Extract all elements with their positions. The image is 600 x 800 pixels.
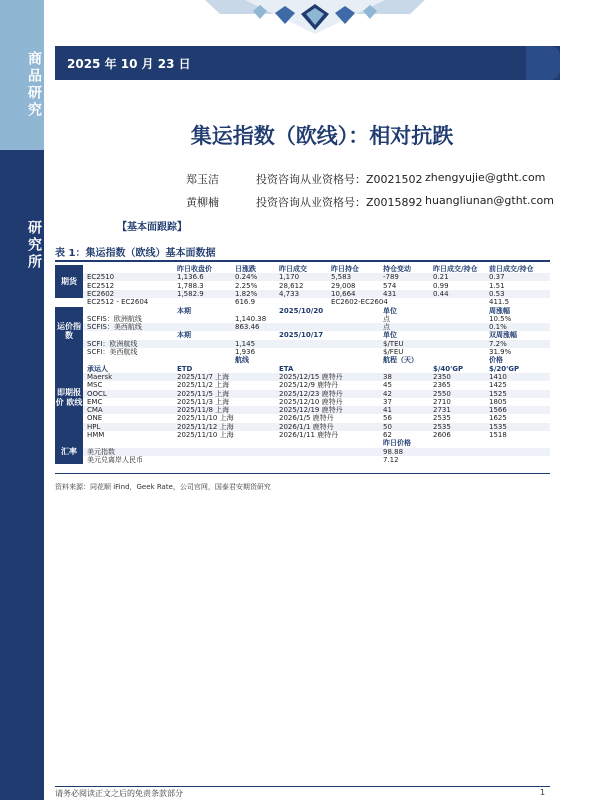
table-cell: 863.46 xyxy=(235,323,260,332)
table-cell: EMC xyxy=(87,397,103,406)
table-row xyxy=(83,398,550,406)
table-cell: 41 xyxy=(383,406,392,415)
table-cell: 0.21 xyxy=(433,273,449,282)
table-cell: 0.24% xyxy=(235,273,258,282)
table-header-row xyxy=(83,265,550,273)
table-row xyxy=(83,340,550,348)
table-cell: EC2510 xyxy=(87,273,115,282)
table-row xyxy=(83,373,550,381)
table-cell: 1535 xyxy=(489,422,507,431)
table-cell: 431 xyxy=(383,289,397,298)
table-cell: 1566 xyxy=(489,406,507,415)
table-cell: 价格 xyxy=(489,356,503,365)
table-row xyxy=(83,282,550,290)
table-cell: 0.1% xyxy=(489,323,507,332)
table-cell: 昨日持仓 xyxy=(331,265,359,273)
table-cell: 航程（天） xyxy=(383,356,418,365)
table-row xyxy=(83,290,550,298)
table-cell: 1525 xyxy=(489,389,507,398)
table-cell: CMA xyxy=(87,406,103,415)
date-banner xyxy=(55,46,560,80)
table-cell: 2025/12/19 鹿特丹 xyxy=(279,406,343,415)
table-cell: 98.88 xyxy=(383,447,404,456)
table-cell: 2025/11/8 上海 xyxy=(177,406,230,415)
group-label-futures: 期货 xyxy=(55,265,83,298)
report-date: 2025 年 10 月 23 日 xyxy=(67,57,191,71)
footer-rule xyxy=(55,786,550,787)
table-cell: 7.2% xyxy=(489,339,507,348)
report-title: 集运指数（欧线）：相对抗跌 xyxy=(190,123,454,148)
table-cell: 1518 xyxy=(489,431,507,439)
table-row xyxy=(83,448,550,456)
table-cell: 单位 xyxy=(383,331,397,340)
table-cell: 2365 xyxy=(433,381,451,390)
table-cell: HPL xyxy=(87,422,101,431)
table-cell: SCFIS：欧洲航线 xyxy=(87,314,142,323)
table-cell: 美元兑离岸人民币 xyxy=(87,455,143,464)
table-cell: EC2602 xyxy=(87,289,115,298)
table-cell: SCFI：美西航线 xyxy=(87,348,138,356)
table-cell: 2025/12/10 鹿特丹 xyxy=(279,397,343,406)
logo-crest-icon xyxy=(205,0,425,36)
author-email[interactable]: zhengyujie@gtht.com xyxy=(425,171,546,184)
table-row xyxy=(83,456,550,464)
table-cell: ONE xyxy=(87,414,103,423)
table-row xyxy=(83,348,550,356)
section-heading: 【基本面跟踪】 xyxy=(117,222,187,233)
table-cell: 本期 xyxy=(177,306,191,315)
table-cell: 1,170 xyxy=(279,273,300,282)
table-header-row xyxy=(83,307,550,315)
table-cell: 0.53 xyxy=(489,289,505,298)
table-row xyxy=(83,323,550,331)
table-cell: 0.44 xyxy=(433,289,449,298)
table-cell: 411.5 xyxy=(489,298,510,307)
table-cell: 昨日收盘价 xyxy=(177,265,212,273)
table-row xyxy=(83,431,550,439)
table-cell: SCFI：欧洲航线 xyxy=(87,339,138,348)
author-license: 投资咨询从业资格号：Z0021502 xyxy=(256,173,423,186)
table-row xyxy=(83,423,550,431)
table-cell: 1410 xyxy=(489,372,507,381)
table-cell: 10.5% xyxy=(489,314,512,323)
table-cell: 昨日成交/持仓 xyxy=(433,265,478,273)
table-cell: 单位 xyxy=(383,306,397,315)
table-cell: EC2512 - EC2604 xyxy=(87,298,149,307)
table-header-row xyxy=(83,356,550,364)
table-header-row xyxy=(83,439,550,447)
table-cell: 7.12 xyxy=(383,455,399,464)
table-cell: $/TEU xyxy=(383,339,404,348)
author-license: 投资咨询从业资格号：Z0015892 xyxy=(256,196,423,209)
table-cell: $/20'GP xyxy=(489,364,520,373)
table-cell: 2025/11/10 上海 xyxy=(177,414,234,423)
table-cell: 1.82% xyxy=(235,289,258,298)
table-cell: 承运人 xyxy=(87,364,108,373)
table-cell: 2606 xyxy=(433,431,451,439)
table-cell: 2025/12/9 鹿特丹 xyxy=(279,381,339,390)
table-cell: -789 xyxy=(383,273,399,282)
table-cell: 点 xyxy=(383,314,390,323)
table-cell: 双周涨幅 xyxy=(489,331,517,340)
table-cell: 2025/11/3 上海 xyxy=(177,397,230,406)
table-cell: HMM xyxy=(87,431,105,439)
table-caption: 表 1：集运指数（欧线）基本面数据 xyxy=(55,248,216,259)
table-row xyxy=(83,406,550,414)
table-top-rule xyxy=(55,260,550,262)
table-cell: 1,136.6 xyxy=(177,273,204,282)
table-cell: 2025/11/12 上海 xyxy=(177,422,234,431)
table-cell: 1625 xyxy=(489,414,507,423)
table-cell: 28,612 xyxy=(279,281,304,290)
table-cell: 616.9 xyxy=(235,298,256,307)
group-label-fx: 汇率 xyxy=(55,439,83,464)
sidebar-label-commodity-research: 商品研究 xyxy=(26,51,42,119)
page-number: 1 xyxy=(540,788,546,797)
author-name: 郑玉洁 xyxy=(186,173,219,186)
table-cell: 2025/10/20 xyxy=(279,306,324,315)
group-label-spot-quotes: 即期报价 欧线 xyxy=(55,356,83,439)
table-cell: Maersk xyxy=(87,372,113,381)
table-cell: 10,664 xyxy=(331,289,356,298)
table-cell: 37 xyxy=(383,397,392,406)
table-row xyxy=(83,273,550,281)
table-cell: SCFIS：美西航线 xyxy=(87,323,142,332)
table-cell: 日涨跌 xyxy=(235,265,256,273)
table-cell: 56 xyxy=(383,414,392,423)
table-cell: 美元指数 xyxy=(87,447,115,456)
table-cell: MSC xyxy=(87,381,103,390)
table-cell: 2350 xyxy=(433,372,451,381)
table-cell: 2535 xyxy=(433,422,451,431)
table-cell: 航线 xyxy=(235,356,249,365)
table-cell: 2026/1/11 鹿特丹 xyxy=(279,431,339,439)
table-cell: 0.99 xyxy=(433,281,449,290)
author-email[interactable]: huangliunan@gtht.com xyxy=(425,194,554,207)
table-cell: 1805 xyxy=(489,397,507,406)
table-cell: 2025/12/15 鹿特丹 xyxy=(279,372,343,381)
table-cell: $/40'GP xyxy=(433,364,464,373)
table-cell: 2.25% xyxy=(235,281,258,290)
table-cell: 2026/1/1 鹿特丹 xyxy=(279,422,334,431)
table-cell: 1425 xyxy=(489,381,507,390)
table-cell: 点 xyxy=(383,323,390,332)
table-cell: 2025/11/5 上海 xyxy=(177,389,230,398)
table-cell: 29,008 xyxy=(331,281,356,290)
table-cell: 1.51 xyxy=(489,281,505,290)
source-note: 资料来源：同花顺 iFind，Geek Rate，公司官网，国泰君安期货研究 xyxy=(55,483,271,491)
table-cell: EC2512 xyxy=(87,281,115,290)
table-row xyxy=(83,381,550,389)
table-cell: ETD xyxy=(177,364,193,373)
table-cell: 2710 xyxy=(433,397,451,406)
table-cell: 昨日价格 xyxy=(383,439,411,448)
table-cell: 2026/1/5 鹿特丹 xyxy=(279,414,334,423)
table-cell: $/FEU xyxy=(383,348,404,356)
table-cell: 38 xyxy=(383,372,392,381)
table-cell: 2025/11/10 上海 xyxy=(177,431,234,439)
table-cell: ETA xyxy=(279,364,294,373)
table-cell: EC2602-EC2604 xyxy=(331,298,388,307)
table-cell: 62 xyxy=(383,431,392,439)
table-cell: 2731 xyxy=(433,406,451,415)
table-row xyxy=(83,414,550,422)
table-bottom-rule xyxy=(55,473,550,474)
table-cell: 2535 xyxy=(433,414,451,423)
table-cell: 1,936 xyxy=(235,348,256,356)
sidebar-label-institute: 研究所 xyxy=(26,219,42,271)
table-row xyxy=(83,390,550,398)
table-cell: 2025/11/2 上海 xyxy=(177,381,230,390)
table-cell: 前日成交/持仓 xyxy=(489,265,534,273)
table-cell: 1,788.3 xyxy=(177,281,204,290)
table-cell: 42 xyxy=(383,389,392,398)
table-header-row xyxy=(83,331,550,339)
table-cell: 持仓变动 xyxy=(383,265,411,273)
table-cell: 45 xyxy=(383,381,392,390)
table-row xyxy=(83,298,550,306)
sidebar xyxy=(0,0,44,800)
table-cell: 2025/10/17 xyxy=(279,331,324,340)
table-row xyxy=(83,315,550,323)
table-cell: 4,733 xyxy=(279,289,300,298)
table-cell: 本期 xyxy=(177,331,191,340)
table-cell: 31.9% xyxy=(489,348,512,356)
table-cell: 1,140.38 xyxy=(235,314,267,323)
table-cell: 周涨幅 xyxy=(489,306,510,315)
table-cell: 1,582.9 xyxy=(177,289,204,298)
table-cell: 2025/11/7 上海 xyxy=(177,372,230,381)
table-cell: 2025/12/23 鹿特丹 xyxy=(279,389,343,398)
footer-disclaimer: 请务必阅读正文之后的免责条款部分 xyxy=(55,789,183,798)
table-cell: 昨日成交 xyxy=(279,265,307,273)
table-cell: OOCL xyxy=(87,389,107,398)
table-cell: 1,145 xyxy=(235,339,256,348)
table-cell: 5,583 xyxy=(331,273,352,282)
table-header-row xyxy=(83,365,550,373)
author-name: 黄柳楠 xyxy=(186,196,219,209)
table-cell: 574 xyxy=(383,281,397,290)
table-cell: 2550 xyxy=(433,389,451,398)
group-label-freight-index: 运价指数 xyxy=(55,307,83,357)
table-cell: 0.37 xyxy=(489,273,505,282)
table-cell: 50 xyxy=(383,422,392,431)
